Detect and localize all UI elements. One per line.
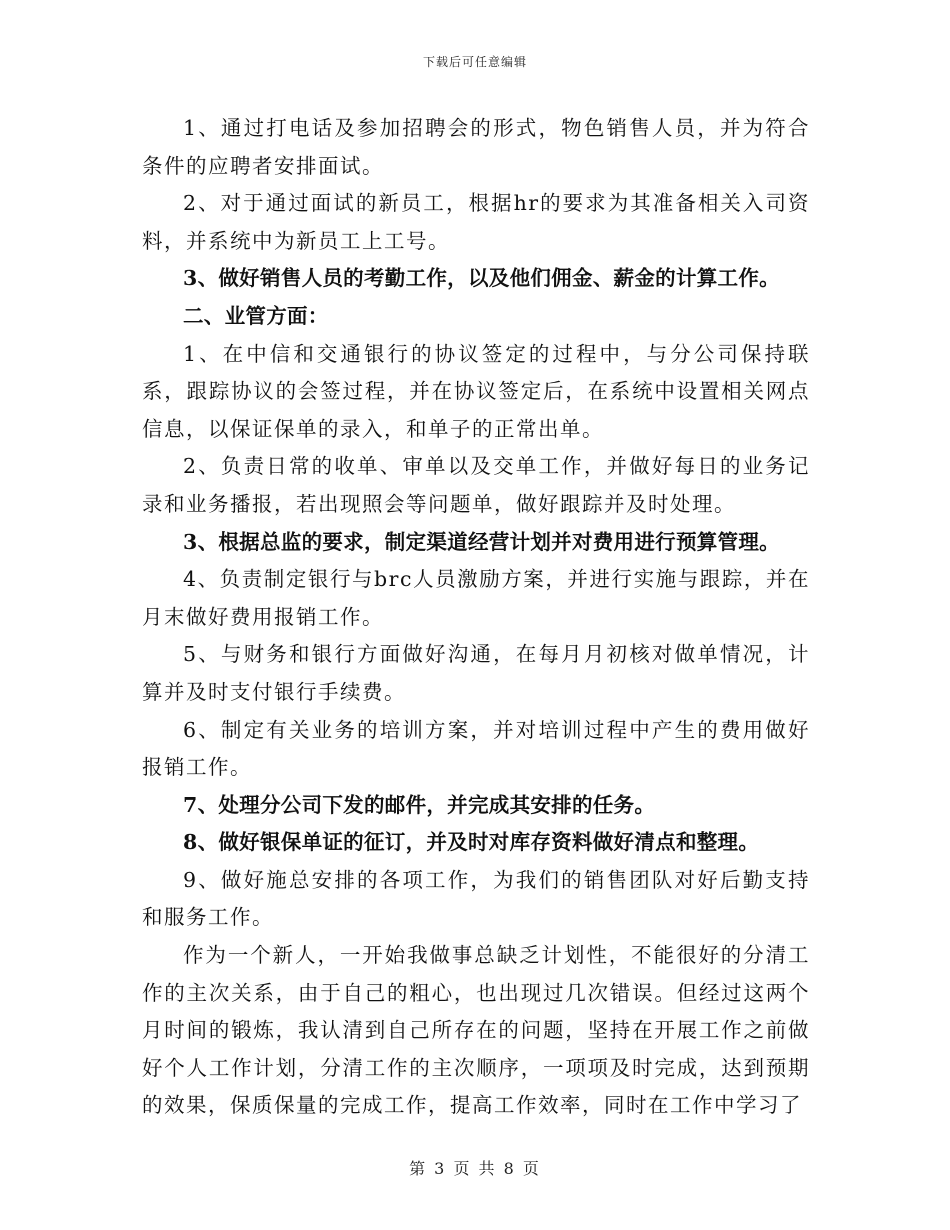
- paragraph: 1、在中信和交通银行的协议签定的过程中，与分公司保持联系，跟踪协议的会签过程，并在协议签定后，在系统中设置相关网点信息，以保证保单的录入，和单子的正常出单。: [142, 341, 810, 441]
- paragraph: 4、负责制定银行与brc人员激励方案，并进行实施与跟踪，并在月末做好费用报销工作。: [142, 567, 810, 629]
- paragraph: 2、对于通过面试的新员工，根据hr的要求为其准备相关入司资料，并系统中为新员工上工号。: [142, 191, 810, 253]
- page-header: 下载后可任意编辑: [422, 55, 527, 69]
- paragraph: 6、制定有关业务的培训方案，并对培训过程中产生的费用做好报销工作。: [142, 717, 810, 780]
- paragraph: 3、做好销售人员的考勤工作，以及他们佣金、薪金的计算工作。: [183, 266, 780, 291]
- paragraph: 7、处理分公司下发的邮件，并完成其安排的任务。: [183, 792, 656, 817]
- paragraph: 9、做好施总安排的各项工作，为我们的销售团队对好后勤支持和服务工作。: [142, 867, 810, 930]
- document-body: [142, 110, 810, 1125]
- paragraph: 1、通过打电话及参加招聘会的形式，物色销售人员，并为符合条件的应聘者安排面试。: [142, 116, 810, 178]
- paragraph: 8、做好银保单证的征订，并及时对库存资料做好清点和整理。: [183, 830, 760, 855]
- paragraph: 5、与财务和银行方面做好沟通，在每月月初核对做单情况，计算并及时支付银行手续费。: [142, 642, 810, 704]
- page-number-footer: 第 3 页 共 8 页: [409, 1159, 541, 1178]
- paragraph: 3、根据总监的要求，制定渠道经营计划并对费用进行预算管理。: [183, 529, 780, 554]
- paragraph: 作为一个新人，一开始我做事总缺乏计划性，不能很好的分清工作的主次关系，由于自己的粗心，也出现过几次错误。但经过这两个月时间的锻炼，我认清到自己所存在的问题，坚持在开展工作之前做好个人工作计划，分清工作的主次顺序，一项项及时完成，达到预期的效果，保质保量的完成工作，提高工作效率，同时在工作中学习了: [142, 943, 810, 1118]
- section-heading: 二、业管方面：: [183, 303, 329, 328]
- paragraph: 2、负责日常的收单、审单以及交单工作，并做好每日的业务记录和业务播报，若出现照会等问题单，做好跟踪并及时处理。: [142, 454, 810, 516]
